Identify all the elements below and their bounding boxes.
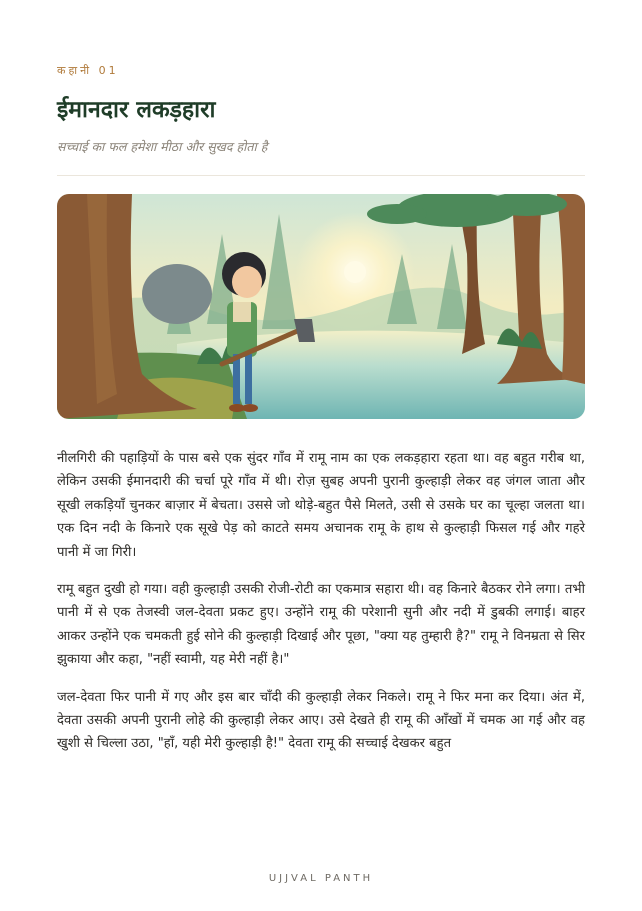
story-title: ईमानदार लकड़हारा bbox=[57, 97, 216, 123]
story-paragraph: नीलगिरी की पहाड़ियों के पास बसे एक सुंदर गाँव में रामू नाम का एक लकड़हारा रहता था। वह बहुत गरीब था, लेकिन उसकी ईमानदारी की चर्चा पूरे गाँव में थी। रोज़ सुबह अपनी पुरानी कुल्हाड़ी लेकर वह जंगल जाता और सूखी लकड़ियाँ चुनकर बाज़ार में बेचता। उससे जो थोड़े-बहुत पैसे मिलते, उसी से उसके घर का चूल्हा जलता था। एक दिन नदी के किनारे एक सूखे पेड़ को काटते समय अचानक रामू के हाथ से कुल्हाड़ी फिसल गई और गहरे पानी में जा गिरी। bbox=[57, 451, 585, 560]
forest-river-woodcutter-illustration bbox=[57, 194, 585, 419]
author-footer: UJJVAL PANTH bbox=[268, 873, 374, 884]
story-subtitle: सच्चाई का फल हमेशा मीठा और सुखद होता है bbox=[57, 139, 268, 154]
story-paragraph: रामू बहुत दुखी हो गया। वही कुल्हाड़ी उसकी रोजी-रोटी का एकमात्र सहारा थी। वह किनारे बैठकर रोने लगा। तभी पानी में से एक तेजस्वी जल-देवता प्रकट हुए। उन्होंने रामू की परेशानी सुनी और नदी में डुबकी लगाई। बाहर आकर उन्होंने एक चमकती हुई सोने की कुल्हाड़ी दिखाई और पूछा, "क्या यह तुम्हारी है?" रामू ने विनम्रता से सिर झुकाया और कहा, "नहीं स्वामी, यह मेरी नहीं है।" bbox=[57, 582, 585, 668]
story-number-label: कहानी 01 bbox=[57, 64, 119, 77]
story-illustration bbox=[57, 194, 585, 419]
story-paragraph: जल-देवता फिर पानी में गए और इस बार चाँदी की कुल्हाड़ी लेकर निकले। रामू ने फिर मना कर दिया। अंत में, देवता उसकी अपनी पुरानी लोहे की कुल्हाड़ी लेकर आए। उसे देखते ही रामू की आँखों में चमक आ गई और वह खुशी से चिल्ला उठा, "हाँ, यही मेरी कुल्हाड़ी है!" देवता रामू की सच्चाई देखकर बहुत bbox=[57, 689, 585, 752]
story-body bbox=[57, 447, 585, 770]
header-divider bbox=[57, 175, 585, 176]
